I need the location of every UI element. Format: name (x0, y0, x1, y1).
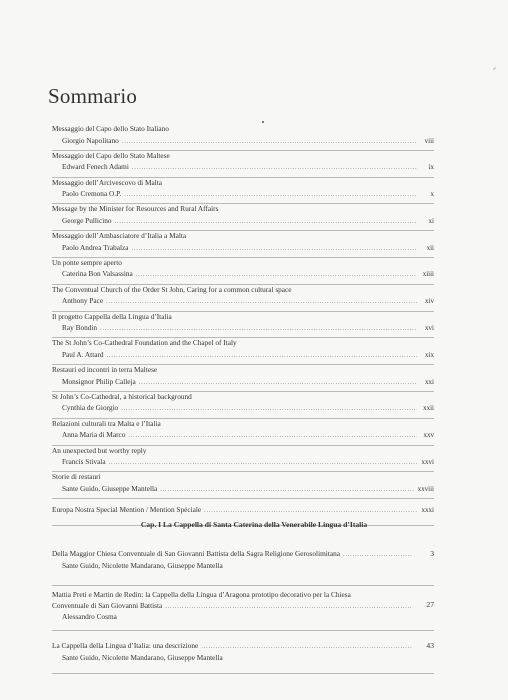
toc-entry[interactable] (52, 392, 434, 419)
chapter-entry-author: Sante Guido, Nicolette Mandarano, Giuseppe Mantella (62, 652, 223, 662)
chapter-entry-page: 3 (430, 549, 434, 558)
toc-entry-page: xxvi (421, 458, 434, 467)
toc-entry-page: xxii (423, 404, 434, 413)
toc-entry[interactable] (52, 338, 434, 365)
leader-dots (109, 458, 417, 468)
toc-entry[interactable] (52, 124, 434, 151)
toc-entry-page: x (430, 190, 434, 199)
toc-entry[interactable] (52, 472, 434, 499)
leader-dots (165, 602, 413, 613)
toc-entry[interactable] (52, 446, 434, 473)
toc-entry-title: St John’s Co-Cathedral, a historical background (52, 391, 192, 401)
toc-entry-author: Anna Maria di Marco (62, 430, 126, 440)
toc-entry-author: Cynthia de Giorgio (62, 403, 119, 413)
chapter-entry-title: Della Maggior Chiesa Conventuale di San Giovanni Battista della Sagra Religione Gerosolimitana (52, 549, 340, 558)
leader-dots (128, 431, 417, 441)
toc-entry-author: Anthony Pace (62, 296, 104, 306)
toc-entry-author: Sante Guido, Giuseppe Mantella (62, 483, 158, 493)
toc-entry-title: Messaggio del Capo dello Stato Italiano (52, 124, 169, 133)
toc-entry[interactable] (52, 365, 434, 392)
toc-entry-page: xii (426, 243, 434, 252)
toc-entry-author: Paolo Andrea Trabalza (62, 242, 129, 252)
leader-dots (139, 378, 417, 388)
toc-entry-page: xix (425, 350, 434, 359)
ink-speck (262, 121, 264, 123)
ink-speck (493, 67, 496, 70)
leader-dots (160, 485, 414, 495)
leader-dots (115, 217, 417, 227)
toc-entry[interactable] (52, 151, 434, 178)
leader-dots (107, 351, 417, 361)
toc-entry-page: viii (424, 136, 434, 145)
toc-entry-title: Storie di restauri (52, 472, 101, 482)
toc-entry-author: Paul A. Attard (62, 349, 104, 359)
leader-dots (100, 324, 417, 334)
toc-list (52, 124, 434, 526)
toc-entry-title: Message by the Minister for Resources and Rural Affairs (52, 204, 219, 214)
leader-dots (121, 404, 417, 414)
toc-entry-page: xxxi (421, 506, 434, 515)
chapter-entry-author: Alessandro Cosma (62, 612, 117, 621)
chapter-entry[interactable] (52, 641, 434, 674)
toc-entry-page: xiiii (422, 270, 434, 279)
toc-entry-title: Un ponte sempre aperto (52, 257, 122, 267)
toc-entry-author: Edward Fenech Adami (62, 162, 129, 172)
chapter-entry-author: Sante Guido, Nicolette Mandarano, Giuseppe Mantella (62, 560, 223, 570)
toc-entry-page: xxviii (417, 484, 434, 493)
chapter-entry-page: 27 (426, 600, 434, 609)
chapter-entry[interactable] (52, 549, 434, 586)
leader-dots (122, 137, 417, 147)
toc-entry-page: xvi (425, 324, 434, 333)
toc-entry-author: George Pullicino (62, 215, 112, 225)
leader-dots (136, 270, 417, 280)
toc-entry-title: Messaggio dell’Arcivescovo di Malta (52, 177, 163, 187)
toc-entry-page: xiv (425, 297, 434, 306)
toc-entry-page: xxi (425, 377, 434, 386)
toc-entry[interactable] (52, 231, 434, 258)
toc-entry-author: Francis Stivala (62, 457, 106, 467)
toc-entry-title: An unexpected but worthy reply (52, 445, 147, 455)
chapter-entry-title: Mattia Preti e Martin de Redin: la Cappella della Lingua d’Aragona prototipo decorativo per la Chiesa (52, 590, 351, 599)
toc-entry-author: Europa Nostra Special Mention / Mention Spéciale (52, 505, 202, 515)
toc-entry-author: Giorgio Napolitano (62, 135, 119, 145)
chapter-entry-page: 43 (426, 641, 434, 650)
toc-entry-title: The Conventual Church of the Order St John, Caring for a common cultural space (52, 284, 292, 294)
page-title: Sommario (48, 84, 138, 108)
leader-dots (201, 642, 413, 653)
chapter-entry-title: La Cappella della Lingua d’Italia: una descrizione (52, 641, 199, 650)
chapter-heading: Cap. I La Cappella di Santa Caterina della Venerabile Lingua d’Italia (140, 520, 368, 529)
toc-entry-title: Restauri ed incontri in terra Maltese (52, 365, 158, 375)
toc-entry[interactable] (52, 312, 434, 339)
toc-entry-author: Ray Bondin (62, 323, 98, 333)
toc-entry[interactable] (52, 419, 434, 446)
toc-entry-title: Messaggio dell’Ambasciatore d’Italia a Malta (52, 231, 187, 241)
toc-entry-title: The St John’s Co-Cathedral Foundation and the Chapel of Italy (52, 338, 237, 348)
toc-entry-title: Relazioni culturali tra Malta e l’Italia (52, 418, 161, 428)
chapter-entry[interactable] (52, 590, 434, 631)
toc-entry[interactable] (52, 285, 434, 312)
toc-entry[interactable] (52, 204, 434, 231)
toc-entry-page: xi (428, 216, 434, 225)
toc-entry[interactable] (52, 258, 434, 285)
chapter-entry-title-cont: Conventuale di San Giovanni Battista (52, 600, 163, 610)
toc-entry-page: ix (428, 163, 434, 172)
toc-entry-author: Monsignor Philip Calleja (62, 376, 136, 386)
toc-entry-author: Caterina Bon Valsassina (62, 269, 133, 279)
toc-entry-author: Paolo Cremona O.P. (62, 189, 122, 199)
toc-entry-title: Messaggio del Capo dello Stato Maltese (52, 150, 170, 160)
toc-entry[interactable] (52, 178, 434, 205)
toc-entry-page: xxv (423, 431, 434, 440)
leader-dots (343, 550, 413, 561)
leader-dots (131, 244, 417, 254)
toc-entry-title: Il progetto Cappella della Lingua d’Italia (52, 311, 172, 321)
leader-dots (106, 297, 417, 307)
leader-dots (124, 190, 417, 200)
chapter-toc-list (52, 549, 434, 674)
leader-dots (204, 506, 417, 516)
leader-dots (132, 163, 417, 173)
